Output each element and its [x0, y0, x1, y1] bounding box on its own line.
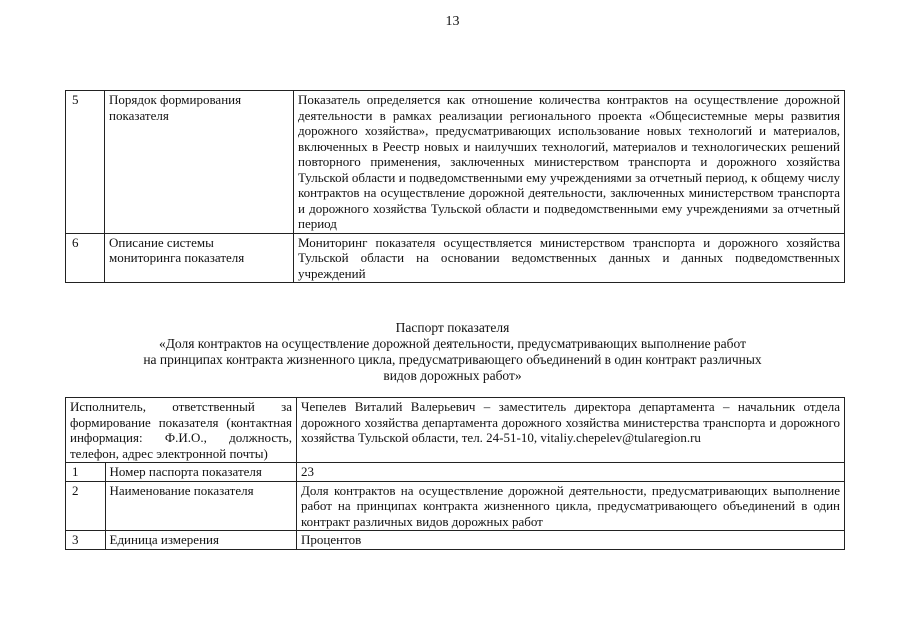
- passport-subtitle-line: видов дорожных работ»: [383, 368, 522, 383]
- passport-table: [65, 397, 845, 550]
- table-row: [66, 233, 845, 283]
- table-row: [66, 91, 845, 234]
- row-name: Порядок формирования показателя: [105, 91, 294, 234]
- passport-subtitle-line: «Доля контрактов на осуществление дорожной деятельности, предусматривающих выполнение работ: [158, 336, 747, 351]
- indicator-table-continued: [65, 90, 845, 283]
- row-text: Мониторинг показателя осуществляется министерством транспорта и дорожного хозяйства Тульской области на основании ведомственных данных и данных подведомственных учреждений: [294, 233, 845, 283]
- table-row: [66, 481, 845, 531]
- row-name: Единица измерения: [105, 531, 297, 550]
- passport-heading: [0, 320, 905, 384]
- row-text: Показатель определяется как отношение количества контрактов на осуществление дорожной деятельности в рамках реализации регионального проекта «Общесистемные меры развития дорожного хозяйства», предусматривающих использование новых технологий и материалов, включенных в Реестр новых и наилучших технологий, материалов и технологических решений повторного применения, заключенных министерством транспорта и дорожного хозяйства Тульской области и подведомственными ему учреждениями за отчетный период, к общему числу контрактов на осуществление дорожной деятельности, заключенных министерством транспорта и дорожного хозяйства Тульской области и подведомственными ему учреждениями за отчетный период: [294, 91, 845, 234]
- row-number: 6: [66, 233, 105, 283]
- row-name: Наименование показателя: [105, 481, 297, 531]
- row-text: 23: [297, 463, 845, 482]
- row-number: 5: [66, 91, 105, 234]
- executor-label: Исполнитель, ответственный за формирование показателя (контактная информация: Ф.И.О., должность, телефон, адрес электронной почты): [66, 398, 297, 463]
- passport-subtitle-line: на принципах контракта жизненного цикла, предусматривающего объединений в один контракт различных: [143, 352, 762, 367]
- table-row: [66, 463, 845, 482]
- executor-value: Чепелев Виталий Валерьевич – заместитель директора департамента – начальник отдела дорожного хозяйства департамента дорожного хозяйства министерства транспорта и дорожного хозяйства Тульской области, тел. 24-51-10, vitaliy.chepelev@tularegion.ru: [297, 398, 845, 463]
- passport-title: Паспорт показателя: [395, 320, 510, 335]
- row-name: Описание системы мониторинга показателя: [105, 233, 294, 283]
- table-row: [66, 398, 845, 463]
- row-number: 3: [66, 531, 106, 550]
- row-text: Процентов: [297, 531, 845, 550]
- table-row: [66, 531, 845, 550]
- page-number: 13: [445, 14, 460, 29]
- row-number: 1: [66, 463, 106, 482]
- row-text: Доля контрактов на осуществление дорожной деятельности, предусматривающих выполнение работ на принципах контракта жизненного цикла, предусматривающего объединений в один контракт различных видов дорожных работ: [297, 481, 845, 531]
- row-name: Номер паспорта показателя: [105, 463, 297, 482]
- row-number: 2: [66, 481, 106, 531]
